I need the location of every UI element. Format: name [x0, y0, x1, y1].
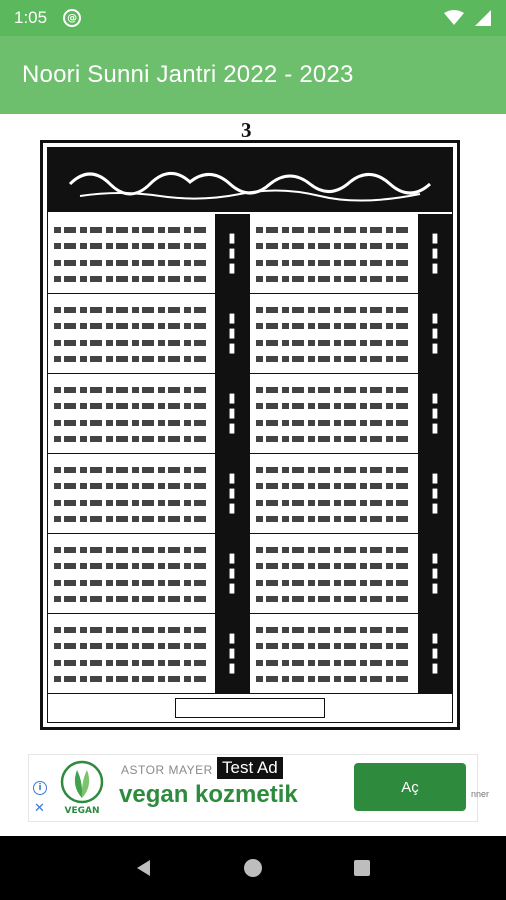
ad-advertiser: ASTOR MAYER [121, 763, 213, 777]
month-cell: ▮▮▮ [48, 614, 250, 694]
page-number: 3 [241, 118, 252, 142]
month-cell: ▮▮▮ [250, 374, 452, 454]
ad-cut-text: nner [471, 789, 490, 799]
month-cell: ▮▮▮ [250, 454, 452, 534]
back-icon [134, 858, 154, 878]
data-saver-icon: @ [63, 9, 81, 27]
recents-icon [352, 858, 372, 878]
vegan-logo-icon [53, 758, 111, 816]
navigation-bar [0, 836, 506, 900]
vegan-logo-text: VEGAN [64, 806, 100, 816]
month-cell: ▮▮▮ [250, 214, 452, 294]
status-time: 1:05 [14, 8, 48, 27]
month-cell: ▮▮▮ [48, 534, 250, 614]
ad-test-label: Test Ad [217, 757, 283, 779]
app-title: Noori Sunni Jantri 2022 - 2023 [22, 61, 354, 88]
month-grid [48, 214, 452, 694]
ad-cta-button[interactable]: Aç [354, 763, 466, 811]
month-cell: ▮▮▮ [48, 294, 250, 374]
page-image-viewer[interactable] [0, 114, 506, 750]
calligraphy-banner [60, 154, 440, 204]
ad-info-icon[interactable]: i [33, 781, 47, 795]
wifi-icon [444, 10, 464, 26]
status-bar [0, 0, 506, 36]
home-icon [242, 857, 264, 879]
page-footer-tag [175, 698, 325, 718]
status-icons [444, 9, 492, 27]
month-cell: ▮▮▮ [48, 454, 250, 534]
month-cell: ▮▮▮ [48, 214, 250, 294]
home-button[interactable] [233, 848, 273, 888]
ad-banner[interactable] [28, 754, 490, 822]
month-cell: ▮▮▮ [250, 294, 452, 374]
back-button[interactable] [124, 848, 164, 888]
month-cell: ▮▮▮ [250, 534, 452, 614]
recents-button[interactable] [342, 848, 382, 888]
battery-icon [474, 9, 492, 27]
ad-headline[interactable]: vegan kozmetik [119, 781, 298, 808]
app-bar [0, 36, 506, 114]
scanned-page-frame [47, 147, 453, 723]
page-banner-image [48, 148, 452, 212]
ad-close-icon[interactable]: ✕ [34, 801, 45, 816]
scanned-page-image [40, 140, 460, 730]
month-cell: ▮▮▮ [48, 374, 250, 454]
month-cell: ▮▮▮ [250, 614, 452, 694]
